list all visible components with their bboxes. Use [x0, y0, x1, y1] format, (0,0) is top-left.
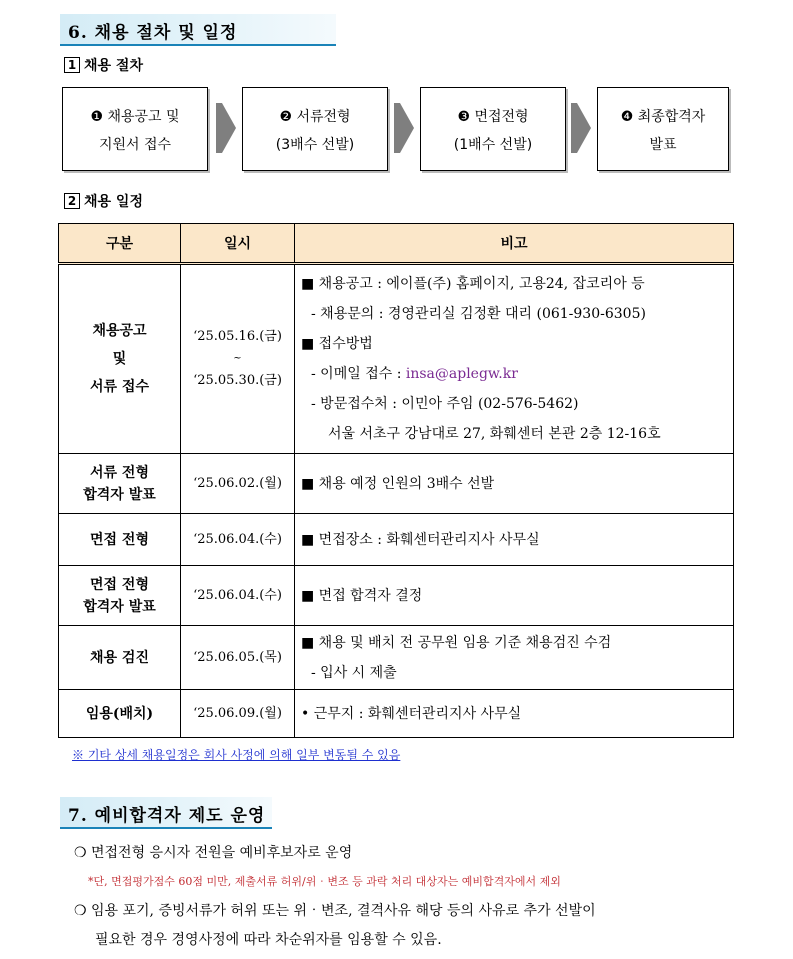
date-cell: ‘25.06.04.(수) [181, 514, 295, 566]
step-3-box [420, 87, 566, 171]
table-row [59, 264, 734, 454]
note-line: ■ 채용 및 배치 전 공무원 임용 기준 채용검진 수검 [301, 634, 612, 651]
schedule-number: 2 [64, 193, 80, 209]
schedule-heading [64, 191, 143, 211]
category-cell: 채용 검진 [59, 626, 181, 690]
step-3-line2: (1배수 선발) [453, 137, 533, 153]
list-item-continuation: 필요한 경우 경영사정에 따라 차순위자를 임용할 수 있음. [95, 932, 442, 948]
note-line: ■ 접수방법 [301, 336, 373, 352]
note-line: 서울 서초구 강남대로 27, 화훼센터 본관 2층 12-16호 [328, 426, 661, 442]
notes-cell: ■ 면접장소 : 화훼센터관리지사 사무실 [295, 514, 734, 566]
exclusion-note: *단, 면접평가점수 60점 미만, 제출서류 허위/위‧변조 등 과락 처리 대상자는 예비합격자에서 제외 [88, 875, 561, 888]
date-cell: ‘25.06.04.(수) [181, 566, 295, 626]
email-link[interactable]: insa@aplegw.kr [405, 366, 518, 382]
category-text: 및 [112, 351, 127, 367]
table-row [59, 514, 734, 566]
category-text: 합격자 발표 [83, 486, 156, 503]
note-line: ■ 채용공고 : 에이플(주) 홈페이지, 고용24, 잡코리아 등 [301, 276, 645, 292]
step-1-line2: 지원서 접수 [98, 137, 172, 153]
note-text: - 이메일 접수 : [311, 366, 406, 382]
arrow-right-icon [571, 103, 591, 153]
date-cell: ‘25.06.09.(월) [181, 690, 295, 738]
column-header: 구분 [59, 224, 181, 264]
category-cell [59, 454, 181, 514]
section-7-title: 7. 예비합격자 제도 운영 [68, 806, 266, 826]
note-line: - 채용문의 : 경영관리실 김정환 대리 (061-930-6305) [311, 306, 646, 322]
schedule-heading-text: 채용 일정 [84, 194, 143, 210]
date-cell: ‘25.06.05.(목) [181, 626, 295, 690]
procedure-heading [64, 55, 143, 75]
schedule-footnote: ※ 기타 상세 채용일정은 회사 사정에 의해 일부 변동될 수 있음 [72, 748, 401, 762]
notes-cell [295, 626, 734, 690]
column-header: 일시 [181, 224, 295, 264]
procedure-heading-text: 채용 절차 [84, 58, 143, 74]
step-4-box [597, 87, 729, 171]
category-text: 서류 전형 [90, 464, 149, 481]
column-header: 비고 [295, 224, 734, 264]
notes-cell: ■ 면접 합격자 결정 [295, 566, 734, 626]
note-line: - 방문접수처 : 이민아 주임 (02-576-5462) [311, 396, 579, 412]
schedule-table [58, 223, 734, 738]
date-cell [181, 264, 295, 454]
table-row [59, 454, 734, 514]
date-text: ‘25.05.16.(금) [193, 329, 282, 344]
date-cell: ‘25.06.02.(월) [181, 454, 295, 514]
step-2-line1: ❷ 서류전형 [279, 109, 351, 125]
table-row [59, 566, 734, 626]
step-3-line1: ❸ 면접전형 [457, 109, 529, 125]
section-6-header [60, 14, 336, 46]
category-cell: 임용(배치) [59, 690, 181, 738]
list-item: ❍ 임용 포기, 증빙서류가 허위 또는 위‧변조, 결격사유 해당 등의 사유로 추가 선발이 [74, 903, 596, 919]
procedure-number: 1 [64, 57, 80, 73]
step-2-line2: (3배수 선발) [275, 137, 355, 153]
category-cell [59, 264, 181, 454]
section-7-header [60, 797, 272, 829]
category-cell [59, 566, 181, 626]
step-1-box [62, 87, 208, 171]
table-row [59, 626, 734, 690]
table-header-row [59, 224, 734, 264]
list-item: ❍ 면접전형 응시자 전원을 예비후보자로 운영 [74, 845, 353, 861]
step-4-line1: ❹ 최종합격자 [620, 109, 706, 125]
arrow-right-icon [216, 103, 236, 153]
arrow-right-icon [394, 103, 414, 153]
step-4-line2: 발표 [649, 137, 677, 153]
notes-cell: ■ 채용 예정 인원의 3배수 선발 [295, 454, 734, 514]
note-line: - 입사 시 제출 [311, 664, 397, 681]
category-text: 면접 전형 [90, 576, 149, 593]
notes-cell [295, 264, 734, 454]
category-text: 채용공고 [92, 323, 147, 339]
table-row [59, 690, 734, 738]
note-line [301, 359, 733, 389]
category-text: 합격자 발표 [83, 598, 156, 615]
date-text: ~ [233, 353, 242, 364]
section-6-title: 6. 채용 절차 및 일정 [68, 23, 238, 43]
step-2-box [242, 87, 388, 171]
category-text: 서류 접수 [90, 379, 149, 395]
date-text: ‘25.05.30.(금) [193, 373, 282, 388]
notes-cell: • 근무지 : 화훼센터관리지사 사무실 [295, 690, 734, 738]
category-cell: 면접 전형 [59, 514, 181, 566]
step-1-line1: ❶ 채용공고 및 [90, 109, 180, 125]
